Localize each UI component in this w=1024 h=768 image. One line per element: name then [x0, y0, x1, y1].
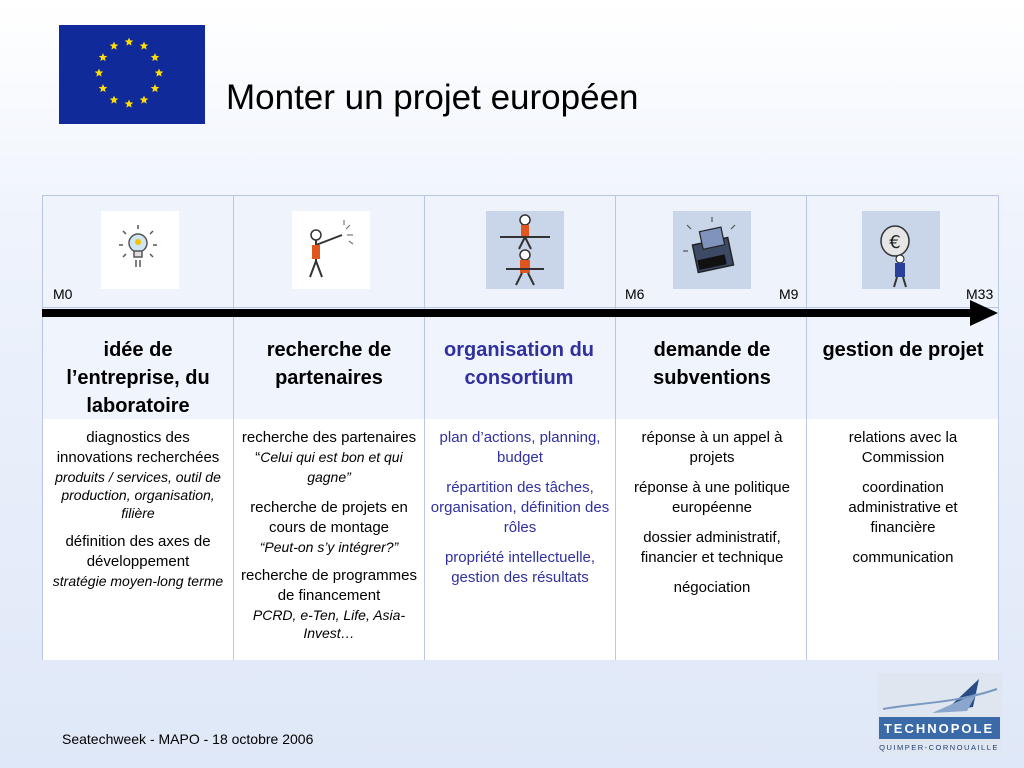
detail-item: définition des axes de développement stratégie moyen-long terme — [52, 533, 224, 589]
money-bag-figure-icon — [862, 211, 940, 289]
slide-footer: Seatechweek - MAPO - 18 octobre 2006 — [62, 731, 314, 747]
svg-text:TECHNOPOLE: TECHNOPOLE — [883, 721, 995, 736]
detail-item: dossier administratif, financier et technique — [640, 529, 784, 566]
balancing-figures-icon — [486, 211, 564, 289]
timeline-arrow — [42, 309, 972, 317]
milestone-m9: M9 — [779, 286, 799, 302]
slide-title: Monter un projet européen — [226, 78, 639, 117]
milestone-m0: M0 — [53, 286, 73, 302]
milestone-m33: M33 — [966, 286, 994, 302]
detail-item: diagnostics des innovations recherchées produits / services, outil de production, organisation, filière — [55, 429, 221, 521]
eu-flag — [59, 25, 205, 124]
phase-details-3 — [430, 428, 610, 598]
detail-item: réponse à une politique européenne — [634, 479, 790, 516]
detail-item: recherche des partenaires “Celui qui est bon et qui gagne” — [241, 429, 417, 485]
detail-item: réponse à un appel à projets — [641, 429, 783, 466]
phase-title-2: recherche de partenaires — [266, 339, 392, 389]
briefcase-icon — [673, 211, 751, 289]
detail-item: communication — [852, 549, 954, 566]
phase-details-4 — [624, 428, 800, 608]
detail-item: propriété intellectuelle, gestion des résultats — [444, 549, 596, 586]
phase-details-5 — [817, 428, 989, 578]
detail-item: recherche de programmes de financement PCRD, e-Ten, Life, Asia-Invest… — [241, 567, 417, 641]
phase-details-2 — [240, 428, 418, 652]
lightbulb-icon — [101, 211, 179, 289]
phase-details-1 — [48, 428, 228, 600]
phase-title-5: gestion de projet — [822, 339, 984, 361]
detail-item: répartition des tâches, organisation, définition des rôles — [430, 479, 610, 536]
timeline-arrow-head — [970, 300, 998, 326]
detail-item: relations avec la Commission — [848, 429, 958, 466]
magic-wand-figure-icon — [292, 211, 370, 289]
detail-item: négociation — [673, 579, 751, 596]
detail-item: plan d’actions, planning, budget — [439, 429, 601, 466]
svg-text:€: € — [889, 232, 901, 253]
phase-title-3: organisation du consortium — [444, 339, 594, 389]
technopole-logo — [877, 673, 1002, 753]
milestone-m6: M6 — [625, 286, 645, 302]
svg-text:QUIMPER-CORNOUAILLE: QUIMPER-CORNOUAILLE — [879, 743, 999, 752]
detail-item: recherche de projets en cours de montage “Peut-on s’y intégrer?” — [250, 499, 408, 555]
phase-title-4: demande de subventions — [653, 339, 771, 389]
phase-title-1: idée de l’entreprise, du laboratoire — [66, 339, 210, 417]
detail-item: coordination administrative et financière — [848, 479, 958, 536]
